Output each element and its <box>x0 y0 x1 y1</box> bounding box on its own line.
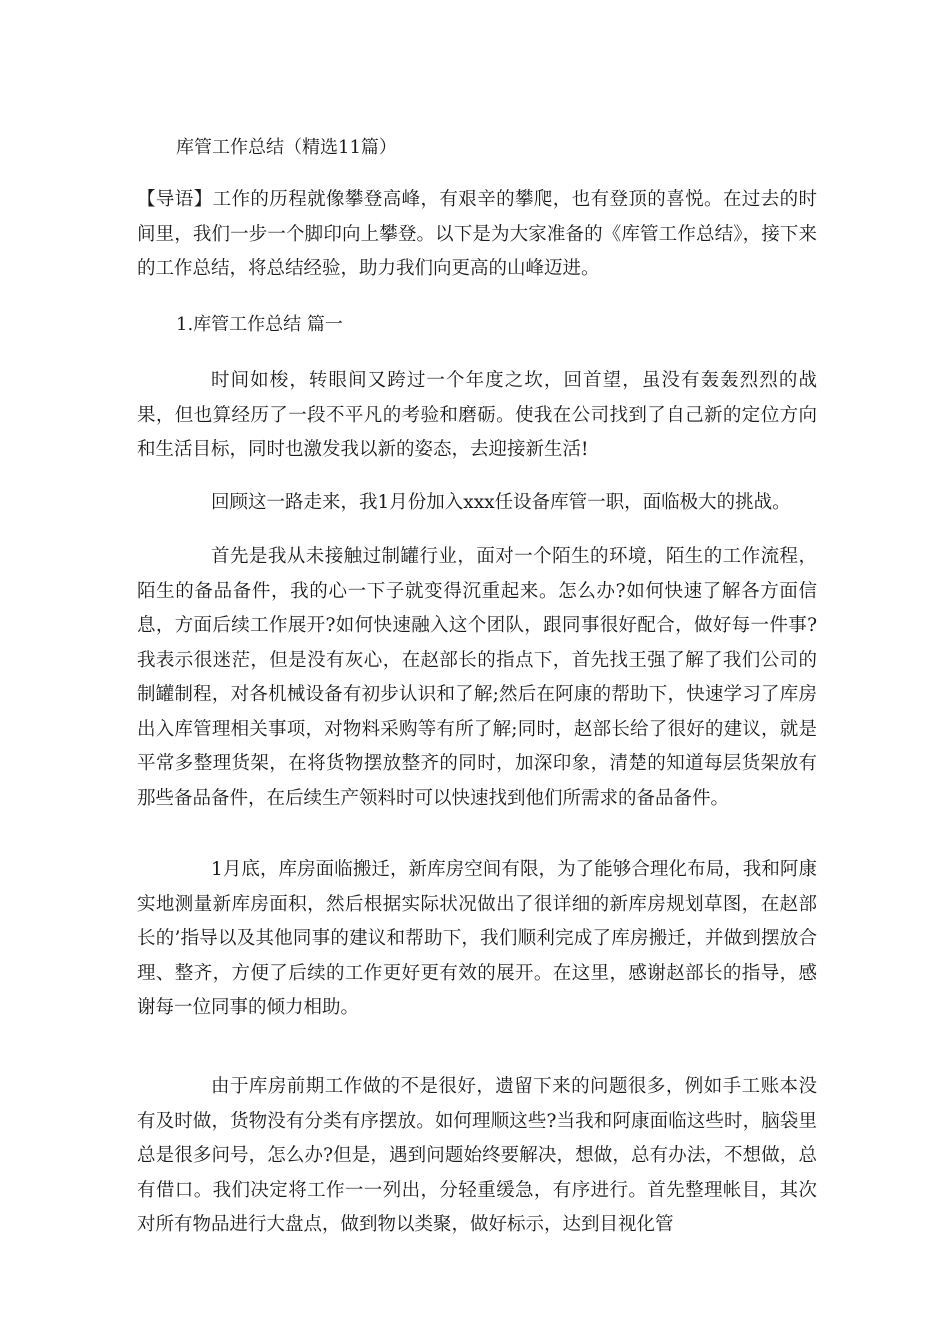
document-title: 库管工作总结（精选11篇） <box>176 137 397 158</box>
body-paragraph: 回顾这一路走来，我1月份加入xxx任设备库管一职，面临极大的挑战。 <box>211 492 791 513</box>
body-paragraph: 首先是我从未接触过制罐行业，面对一个陌生的环境，陌生的工作流程，陌生的备品备件，我的心一下子就变得沉重起来。怎么办?如何快速了解各方面信息，方面后续工作展开?如何快速融入这个团队，跟同事很好配合，做好每一件事?我表示很迷茫，但是没有灰心，在赵部长的指点下，首先找王强了解了我们公司的制罐制程，对各机械设备有初步认识和了解;然后在阿康的帮助下，快速学习了库房出入库管理相关事项，对物料采购等有所了解;同时，赵部长给了很好的建议，就是平常多整理货架，在将货物摆放整齐的同时，加深印象，清楚的知道每层货架放有那些备品备件，在后续生产领料时可以快速找到他们所需求的备品备件。 <box>137 546 817 809</box>
intro-paragraph: 【导语】工作的历程就像攀登高峰，有艰辛的攀爬，也有登顶的喜悦。在过去的时间里，我们一步一个脚印向上攀登。以下是为大家准备的《库管工作总结》，接下来的工作总结，将总结经验，助力我们向更高的山峰迈进。 <box>137 189 817 279</box>
body-paragraph: 由于库房前期工作做的不是很好，遗留下来的问题很多，例如手工账本没有及时做，货物没有分类有序摆放。如何理顺这些?当我和阿康面临这些时，脑袋里总是很多问号，怎么办?但是，遇到问题始终要解决，想做，总有办法，不想做，总有借口。我们决定将工作一一列出，分轻重缓急，有序进行。首先整理帐目，其次对所有物品进行大盘点，做到物以类聚，做好标示，达到目视化管 <box>137 1076 817 1235</box>
body-paragraph: 时间如梭，转眼间又跨过一个年度之坎，回首望，虽没有轰轰烈烈的战果，但也算经历了一段不平凡的考验和磨砺。使我在公司找到了自己新的定位方向和生活目标，同时也激发我以新的姿态，去迎接新生活! <box>137 370 817 460</box>
section-heading: 1.库管工作总结 篇一 <box>176 314 343 335</box>
body-paragraph: 1月底，库房面临搬迁，新库房空间有限，为了能够合理化布局，我和阿康实地测量新库房面积，然后根据实际状况做出了很详细的新库房规划草图，在赵部长的’指导以及其他同事的建议和帮助下，我们顺利完成了库房搬迁，并做到摆放合理、整齐，方便了后续的工作更好更有效的展开。在这里，感谢赵部长的指导，感谢每一位同事的倾力相助。 <box>137 859 817 1018</box>
